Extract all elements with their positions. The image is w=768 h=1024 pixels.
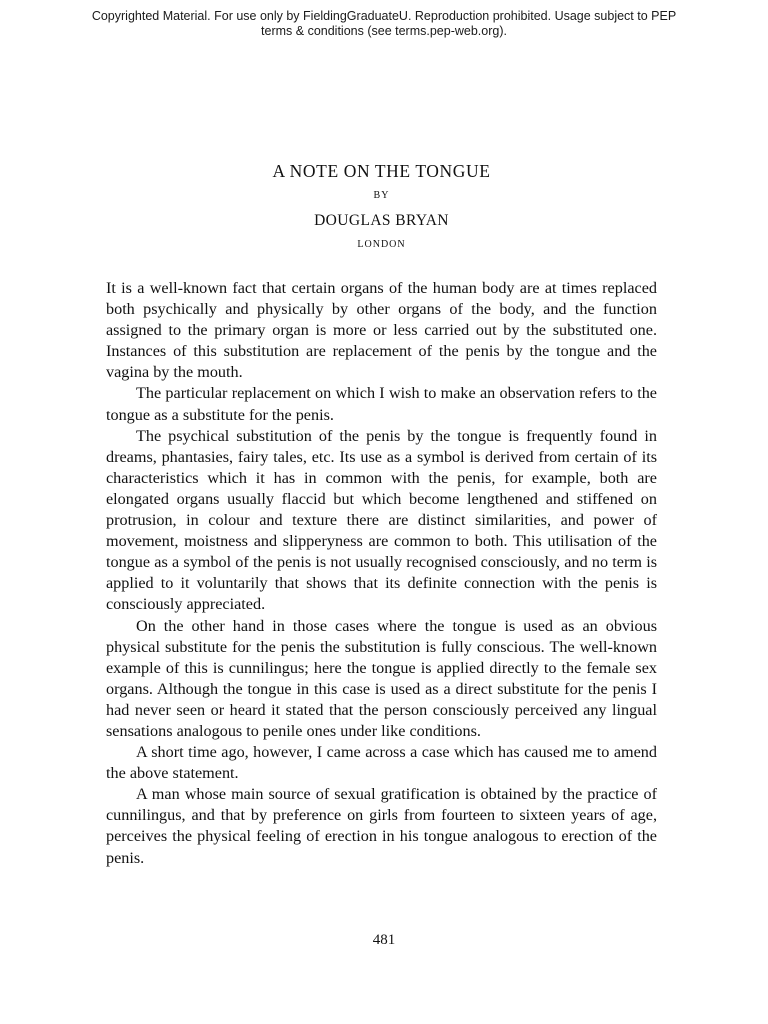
- author-name: DOUGLAS BRYAN: [314, 212, 449, 229]
- page-number: 481: [372, 932, 396, 948]
- paragraph: The psychical substitution of the penis by the tongue is frequently found in dreams, phantasies, fairy tales, etc. Its use as a symbol is derived from certain of its characteristics which it has in common with the penis, for example, both are elongated organs usually flaccid but which become lengthened and stiffened on protrusion, in colour and texture there are distinct similarities, and power of movement, moistness and slipperyness are common to both. This utilisation of the tongue as a symbol of the penis is not usually recognised consciously, and no term is applied to it voluntarily that shows that its definite connection with the penis is consciously appreciated.: [106, 426, 657, 614]
- article-page: [106, 160, 657, 869]
- paragraph: A man whose main source of sexual gratification is obtained by the practice of cunnilingus, and that by preference on girls from fourteen to sixteen years of age, perceives the physical feeling of erection in his tongue analogous to erection of the penis.: [106, 785, 657, 867]
- paragraph: A short time ago, however, I came across a case which has caused me to amend the above statement.: [106, 743, 657, 783]
- paragraph: It is a well-known fact that certain organs of the human body are at times replaced both psychically and physically by other organs of the body, and the function assigned to the primary organ is more or less carried out by the substituted one. Instances of this substitution are replacement of the penis by the tongue and the vagina by the mouth.: [106, 279, 657, 382]
- paragraph: On the other hand in those cases where the tongue is used as an obvious physical substitute for the penis the substitution is fully conscious. The well-known example of this is cunnilingus; here the tongue is applied directly to the female sex organs. Although the tongue in this case is used as a direct substitute for the penis I had never seen or heard it stated that the person consciously perceived any lingual sensations analogous to penile ones under like conditions.: [106, 616, 657, 740]
- copyright-notice: [0, 9, 768, 39]
- article-body: [106, 278, 657, 869]
- paragraph: The particular replacement on which I wish to make an observation refers to the tongue as a substitute for the penis.: [106, 384, 657, 424]
- byline-by: BY: [373, 190, 390, 201]
- author-location: LONDON: [357, 239, 406, 250]
- copyright-notice-line-1: Copyrighted Material. For use only by FieldingGraduateU. Reproduction prohibited. Usage subject to PEP: [91, 9, 677, 23]
- copyright-notice-line-2: terms & conditions (see terms.pep-web.org).: [261, 24, 507, 38]
- article-title: A NOTE ON THE TONGUE: [272, 161, 491, 181]
